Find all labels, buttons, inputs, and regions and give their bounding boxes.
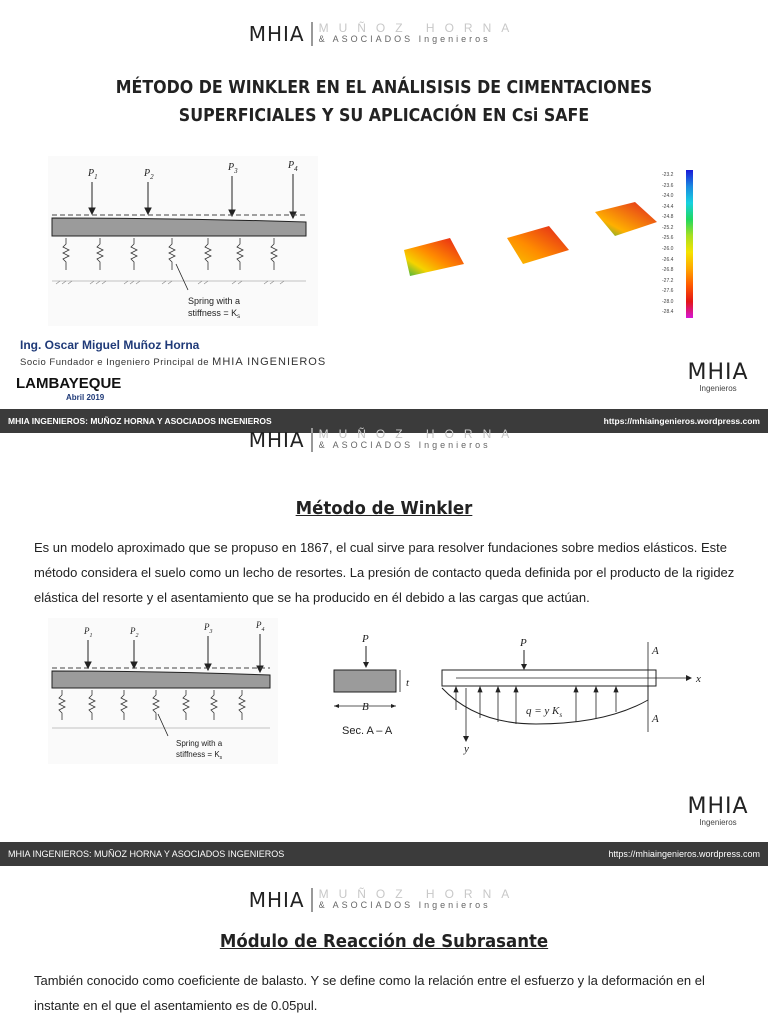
- logo-main: MHIA: [687, 794, 749, 819]
- contour-plate-2: [505, 216, 575, 276]
- section-p-label: P: [362, 633, 369, 645]
- title-line-2: SUPERFICIALES Y SU APLICACIÓN EN Csi SAFE: [178, 105, 590, 126]
- section-a-top: A: [652, 645, 659, 657]
- brand-asociados: & ASOCIADOS Ingenieros: [318, 900, 491, 910]
- legend-value: -26.8: [662, 267, 674, 274]
- para-line: También conocido como coeficiente de balasto. Y se define como la relación entre el esfuerzo y la deformación en el: [34, 973, 705, 988]
- spring-label-line1: Spring with a: [188, 296, 241, 306]
- load-label-p1: $P_1$: [84, 626, 93, 639]
- brand-mhia: MHIA: [248, 888, 305, 912]
- winkler-beam-diagram-2: [48, 618, 278, 764]
- para-line: Es un modelo aproximado que se propuso en 1867, el cual sirve para resolver fundaciones sobre medios elásticos. Este: [34, 540, 728, 555]
- logo-sub: Ingenieros: [699, 384, 737, 393]
- section-caption: Sec. A – A: [342, 725, 393, 737]
- logo-main: MHIA: [687, 360, 749, 385]
- footer-url[interactable]: https://mhiaingenieros.wordpress.com: [603, 416, 760, 426]
- load-label-p4: $P_4$: [256, 620, 265, 633]
- winkler-beam-diagram: [48, 156, 318, 326]
- x-axis-label: x: [696, 673, 701, 685]
- slide3-heading: Módulo de Reacción de Subrasante: [219, 931, 549, 952]
- slide2-paragraph: [34, 535, 746, 610]
- legend-labels: [662, 170, 684, 318]
- section-t-label: t: [406, 677, 410, 689]
- slide1-title: [64, 74, 705, 130]
- city: LAMBAYEQUE: [16, 375, 122, 392]
- mhia-logo-slide1: [680, 362, 756, 393]
- brand-logo-3: [0, 888, 768, 912]
- role-company: MHIA INGENIEROS: [212, 356, 327, 368]
- pressure-formula: q = y $K_s$: [526, 705, 563, 719]
- footer-slide2: [0, 842, 768, 866]
- date: Abril 2019: [66, 393, 105, 402]
- para-line: método considera el suelo como un lecho de resortes. La presión de contacto queda definida por el producto de la rigidez: [34, 565, 735, 580]
- section-b-label: B: [362, 701, 369, 713]
- beam-p-label: P: [520, 637, 527, 649]
- brand-mhia: MHIA: [248, 428, 305, 452]
- para-line: elástica del resorte y el asentamiento que se ha producido en él debido a las cargas que actúan.: [34, 590, 590, 605]
- footer-url[interactable]: https://mhiaingenieros.wordpress.com: [608, 849, 760, 859]
- legend-value: -26.4: [662, 256, 674, 263]
- legend-value: -23.2: [662, 172, 674, 178]
- legend-value: -24.0: [662, 193, 674, 200]
- brand-munoz: MUÑOZ HORNA: [318, 21, 520, 35]
- legend-value: -28.4: [662, 309, 674, 316]
- brand-mhia: MHIA: [248, 22, 305, 46]
- load-label-p3: $P_3$: [228, 162, 238, 175]
- slide3-paragraph: [34, 968, 746, 1018]
- spring-label-line1: Spring with a: [176, 739, 223, 748]
- spring-label-line2: stiffness = $K_s$: [176, 750, 223, 761]
- load-label-p2: $P_2$: [130, 626, 139, 639]
- load-label-p2: $P_2$: [144, 168, 154, 181]
- brand-logo-2: [0, 428, 768, 452]
- brand-asociados: & ASOCIADOS Ingenieros: [318, 440, 491, 450]
- brand-munoz: MUÑOZ HORNA: [318, 427, 520, 441]
- legend-value: -24.8: [662, 214, 674, 221]
- brand-divider: [311, 22, 313, 46]
- author-role: Socio Fundador e Ingeniero Principal de MHIA INGENIEROS: [20, 356, 327, 368]
- section-aa-diagram: [322, 628, 422, 740]
- beam-pressure-diagram: [436, 628, 706, 760]
- contour-legend: [662, 170, 698, 318]
- logo-sub: Ingenieros: [699, 818, 737, 827]
- legend-value: -24.4: [662, 203, 674, 210]
- legend-value: -25.6: [662, 235, 674, 242]
- legend-colorbar: [686, 170, 693, 318]
- legend-value: -27.2: [662, 277, 674, 284]
- brand-munoz: MUÑOZ HORNA: [318, 887, 520, 901]
- brand-asociados: & ASOCIADOS Ingenieros: [318, 34, 491, 44]
- brand-divider: [311, 428, 313, 452]
- section-a-bottom: A: [652, 713, 659, 725]
- brand-logo: [0, 22, 768, 46]
- legend-value: -25.2: [662, 224, 674, 231]
- mhia-logo-slide2: [680, 796, 756, 827]
- footer-left: MHIA INGENIEROS: MUÑOZ HORNA Y ASOCIADOS INGENIEROS: [8, 416, 272, 426]
- contour-plate-3: [595, 196, 665, 246]
- brand-divider: [311, 888, 313, 912]
- legend-value: -28.0: [662, 298, 674, 305]
- load-label-p3: $P_3$: [204, 622, 213, 635]
- author-name: Ing. Oscar Miguel Muñoz Horna: [20, 338, 200, 352]
- legend-value: -23.6: [662, 182, 674, 189]
- contour-plate-1: [400, 196, 470, 280]
- legend-value: -27.6: [662, 288, 674, 295]
- footer-left: MHIA INGENIEROS: MUÑOZ HORNA Y ASOCIADOS INGENIEROS: [8, 849, 285, 859]
- load-label-p1: $P_1$: [88, 168, 98, 181]
- slide2-heading: Método de Winkler: [295, 498, 473, 519]
- para-line: instante en el que el asentamiento es de 0.05pul.: [34, 998, 318, 1013]
- load-label-p4: $P_4$: [288, 160, 298, 173]
- spring-label-line2: stiffness = $K_s$: [188, 308, 241, 320]
- title-line-1: MÉTODO DE WINKLER EN EL ANÁLISISIS DE CIMENTACIONES: [115, 77, 653, 98]
- legend-value: -26.0: [662, 246, 674, 252]
- y-axis-label: y: [464, 743, 469, 755]
